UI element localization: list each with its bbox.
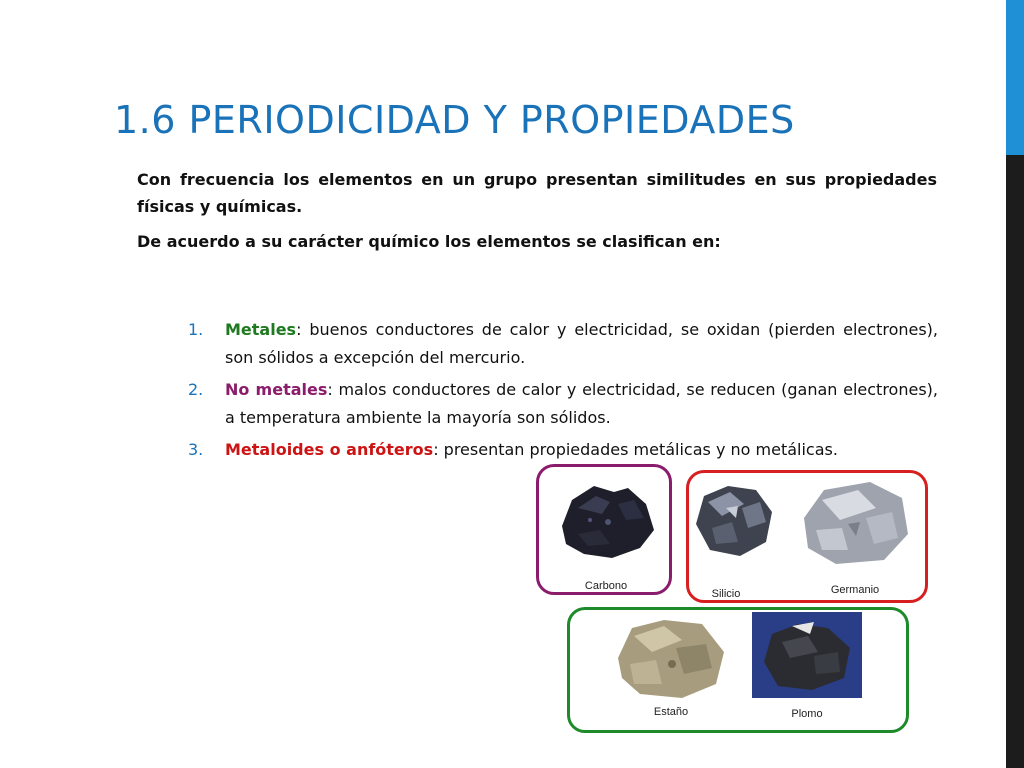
caption-plomo: Plomo bbox=[791, 708, 823, 720]
caption-silicio: Silicio bbox=[711, 588, 741, 600]
term-no-metales: No metales bbox=[225, 380, 328, 399]
frame-metales bbox=[567, 607, 909, 733]
frame-no-metal bbox=[536, 464, 672, 595]
list-number: 2. bbox=[188, 380, 204, 399]
slide-title: 1.6 PERIODICIDAD Y PROPIEDADES bbox=[114, 98, 795, 142]
caption-germanio: Germanio bbox=[830, 584, 880, 596]
side-accent-bar-blue bbox=[1006, 0, 1024, 155]
side-accent-bar-dark bbox=[1006, 155, 1024, 768]
caption-carbono: Carbono bbox=[584, 580, 628, 592]
intro-paragraph-1: Con frecuencia los elementos en un grupo presentan similitudes en sus propiedades físicas y químicas. bbox=[137, 170, 937, 216]
classification-list bbox=[188, 316, 938, 468]
list-item-no-metales bbox=[188, 376, 938, 432]
list-item-metaloides bbox=[188, 436, 938, 464]
list-number: 1. bbox=[188, 320, 204, 339]
list-item-metales bbox=[188, 316, 938, 372]
desc-metaloides: : presentan propiedades metálicas y no metálicas. bbox=[433, 440, 838, 459]
intro-paragraph-2: De acuerdo a su carácter químico los elementos se clasifican en: bbox=[137, 232, 721, 251]
list-number: 3. bbox=[188, 440, 204, 459]
term-metaloides: Metaloides o anfóteros bbox=[225, 440, 434, 459]
frame-metaloides bbox=[686, 470, 928, 603]
intro-text bbox=[137, 166, 937, 263]
caption-estano: Estaño bbox=[653, 706, 689, 718]
desc-metales: : buenos conductores de calor y electricidad, se oxidan (pierden electrones), son sólidos a excepción del mercurio. bbox=[225, 320, 938, 367]
desc-no-metales: : malos conductores de calor y electricidad, se reducen (ganan electrones), a temperatura ambiente la mayoría son sólidos. bbox=[225, 380, 938, 427]
term-metales: Metales bbox=[225, 320, 297, 339]
